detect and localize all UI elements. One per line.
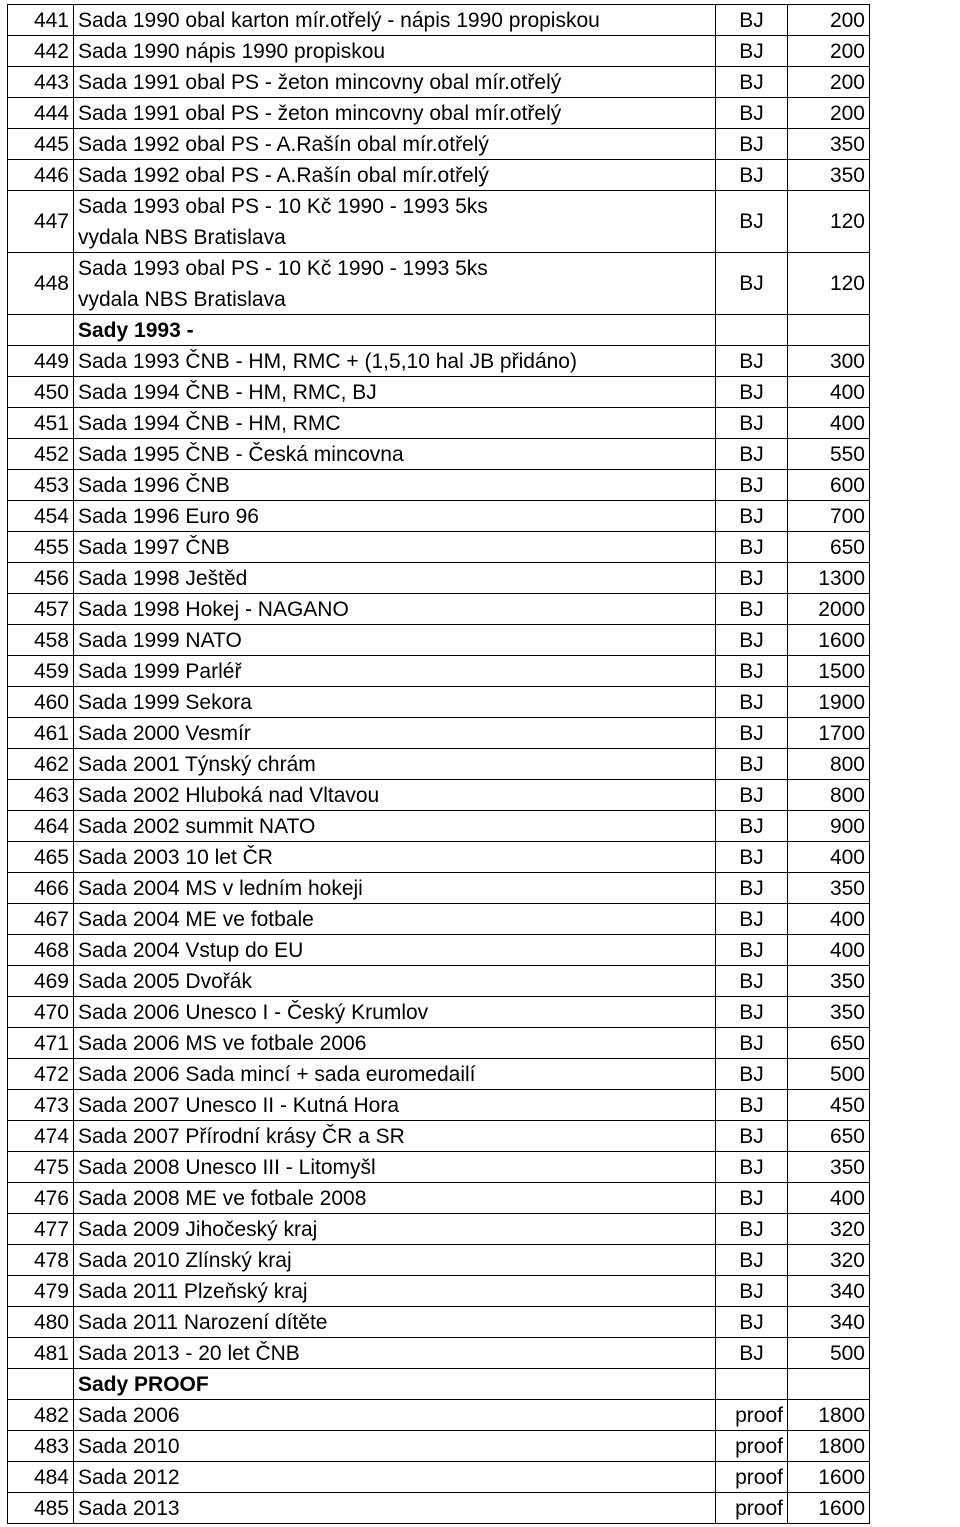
description-cell: Sada 2013: [74, 1493, 716, 1524]
description-cell: Sada 1992 obal PS - A.Rašín obal mír.otřelý: [74, 129, 716, 160]
row-number-cell: 475: [8, 1152, 74, 1183]
description-cell: Sada 1991 obal PS - žeton mincovny obal mír.otřelý: [74, 67, 716, 98]
description-cell: Sada 2008 Unesco III - Litomyšl: [74, 1152, 716, 1183]
unit-cell: BJ: [716, 191, 788, 253]
table-row: [8, 377, 870, 408]
row-number-cell: 481: [8, 1338, 74, 1369]
table-row: [8, 656, 870, 687]
price-cell: 650: [788, 1028, 870, 1059]
row-number-cell: 454: [8, 501, 74, 532]
unit-cell: BJ: [716, 563, 788, 594]
description-cell: Sada 2002 Hluboká nad Vltavou: [74, 780, 716, 811]
unit-cell: [716, 315, 788, 346]
row-number-cell: 448: [8, 253, 74, 315]
unit-cell: BJ: [716, 594, 788, 625]
price-cell: 350: [788, 966, 870, 997]
row-number-cell: 456: [8, 563, 74, 594]
table-row: [8, 718, 870, 749]
description-cell: Sada 1995 ČNB - Česká mincovna: [74, 439, 716, 470]
description-cell: Sada 1992 obal PS - A.Rašín obal mír.otřelý: [74, 160, 716, 191]
price-cell: 1800: [788, 1400, 870, 1431]
price-cell: 400: [788, 1183, 870, 1214]
table-row: [8, 1121, 870, 1152]
table-row: [8, 842, 870, 873]
row-number-cell: 467: [8, 904, 74, 935]
row-number-cell: 470: [8, 997, 74, 1028]
unit-cell: BJ: [716, 5, 788, 36]
table-row: [8, 191, 870, 253]
description-cell: Sada 2007 Unesco II - Kutná Hora: [74, 1090, 716, 1121]
unit-cell: proof: [716, 1493, 788, 1524]
unit-cell: BJ: [716, 1059, 788, 1090]
row-number-cell: 446: [8, 160, 74, 191]
row-number-cell: 480: [8, 1307, 74, 1338]
price-cell: 1600: [788, 1462, 870, 1493]
table-row: [8, 625, 870, 656]
table-row: [8, 98, 870, 129]
unit-cell: proof: [716, 1431, 788, 1462]
table-row: [8, 935, 870, 966]
unit-cell: BJ: [716, 842, 788, 873]
table-row: [8, 501, 870, 532]
table-row: [8, 904, 870, 935]
price-cell: 1600: [788, 1493, 870, 1524]
unit-cell: BJ: [716, 377, 788, 408]
table-row: [8, 5, 870, 36]
unit-cell: BJ: [716, 1307, 788, 1338]
row-number-cell: 472: [8, 1059, 74, 1090]
row-number-cell: 474: [8, 1121, 74, 1152]
row-number-cell: 471: [8, 1028, 74, 1059]
description-cell: Sada 2005 Dvořák: [74, 966, 716, 997]
description-cell: Sada 1990 nápis 1990 propiskou: [74, 36, 716, 67]
row-number-cell: 453: [8, 470, 74, 501]
price-cell: 200: [788, 5, 870, 36]
price-cell: 700: [788, 501, 870, 532]
table-row: [8, 966, 870, 997]
table-row: [8, 1338, 870, 1369]
row-number-cell: 450: [8, 377, 74, 408]
price-cell: 650: [788, 1121, 870, 1152]
description-cell: Sada 1998 Hokej - NAGANO: [74, 594, 716, 625]
table-row: [8, 1183, 870, 1214]
row-number-cell: 464: [8, 811, 74, 842]
description-cell: Sada 2003 10 let ČR: [74, 842, 716, 873]
description-cell: Sada 2013 - 20 let ČNB: [74, 1338, 716, 1369]
price-cell: 320: [788, 1214, 870, 1245]
price-cell: 500: [788, 1338, 870, 1369]
description-cell: Sada 2011 Plzeňský kraj: [74, 1276, 716, 1307]
description-cell: Sada 2006: [74, 1400, 716, 1431]
unit-cell: proof: [716, 1400, 788, 1431]
table-row: [8, 594, 870, 625]
price-cell: 450: [788, 1090, 870, 1121]
unit-cell: BJ: [716, 532, 788, 563]
table-row: [8, 1059, 870, 1090]
unit-cell: BJ: [716, 625, 788, 656]
table-row: [8, 1245, 870, 1276]
description-cell: Sada 1993 ČNB - HM, RMC + (1,5,10 hal JB přidáno): [74, 346, 716, 377]
description-cell: Sada 2009 Jihočeský kraj: [74, 1214, 716, 1245]
description-cell: Sada 2007 Přírodní krásy ČR a SR: [74, 1121, 716, 1152]
row-number-cell: 485: [8, 1493, 74, 1524]
row-number-cell: 468: [8, 935, 74, 966]
unit-cell: BJ: [716, 966, 788, 997]
table-row: [8, 1214, 870, 1245]
table-row: [8, 532, 870, 563]
row-number-cell: 442: [8, 36, 74, 67]
price-cell: 550: [788, 439, 870, 470]
unit-cell: BJ: [716, 1028, 788, 1059]
table-row: [8, 1307, 870, 1338]
price-cell: [788, 315, 870, 346]
unit-cell: BJ: [716, 997, 788, 1028]
price-cell: 320: [788, 1245, 870, 1276]
price-cell: 400: [788, 842, 870, 873]
table-row: [8, 408, 870, 439]
description-cell: Sada 1990 obal karton mír.otřelý - nápis 1990 propiskou: [74, 5, 716, 36]
row-number-cell: 476: [8, 1183, 74, 1214]
row-number-cell: 443: [8, 67, 74, 98]
row-number-cell: 462: [8, 749, 74, 780]
table-row: [8, 873, 870, 904]
description-cell: Sada 1996 Euro 96: [74, 501, 716, 532]
price-cell: 350: [788, 160, 870, 191]
description-cell: Sada 2002 summit NATO: [74, 811, 716, 842]
row-number-cell: 483: [8, 1431, 74, 1462]
section-header-row: [8, 1369, 870, 1400]
price-list-table: [7, 4, 870, 1524]
price-cell: 400: [788, 408, 870, 439]
row-number-cell: 461: [8, 718, 74, 749]
table-row: [8, 439, 870, 470]
section-header-row: [8, 315, 870, 346]
description-cell: Sada 1999 NATO: [74, 625, 716, 656]
description-cell: Sada 2010 Zlínský kraj: [74, 1245, 716, 1276]
price-cell: 650: [788, 532, 870, 563]
table-row: [8, 160, 870, 191]
unit-cell: BJ: [716, 36, 788, 67]
description-cell: Sada 1998 Ještěd: [74, 563, 716, 594]
unit-cell: BJ: [716, 1090, 788, 1121]
price-cell: 400: [788, 377, 870, 408]
row-number-cell: 477: [8, 1214, 74, 1245]
price-cell: 2000: [788, 594, 870, 625]
table-row: [8, 687, 870, 718]
table-row: [8, 997, 870, 1028]
row-number-cell: 469: [8, 966, 74, 997]
table-row: [8, 346, 870, 377]
row-number-cell: 444: [8, 98, 74, 129]
description-cell: Sada 2000 Vesmír: [74, 718, 716, 749]
row-number-cell: 478: [8, 1245, 74, 1276]
price-cell: 340: [788, 1276, 870, 1307]
row-number-cell: 482: [8, 1400, 74, 1431]
row-number-cell: 459: [8, 656, 74, 687]
description-cell: Sada 1997 ČNB: [74, 532, 716, 563]
table-row: [8, 36, 870, 67]
row-number-cell: 447: [8, 191, 74, 253]
row-number-cell: [8, 315, 74, 346]
price-cell: 1900: [788, 687, 870, 718]
description-cell: Sada 2008 ME ve fotbale 2008: [74, 1183, 716, 1214]
description-cell: Sada 1994 ČNB - HM, RMC: [74, 408, 716, 439]
price-cell: 120: [788, 191, 870, 253]
row-number-cell: 466: [8, 873, 74, 904]
price-cell: 1600: [788, 625, 870, 656]
row-number-cell: 451: [8, 408, 74, 439]
row-number-cell: 457: [8, 594, 74, 625]
description-cell: Sada 2010: [74, 1431, 716, 1462]
table-row: [8, 1276, 870, 1307]
price-cell: 1500: [788, 656, 870, 687]
unit-cell: BJ: [716, 1338, 788, 1369]
unit-cell: BJ: [716, 656, 788, 687]
unit-cell: BJ: [716, 718, 788, 749]
row-number-cell: 445: [8, 129, 74, 160]
unit-cell: BJ: [716, 904, 788, 935]
table-row: [8, 749, 870, 780]
price-cell: 900: [788, 811, 870, 842]
table-row: [8, 1493, 870, 1524]
unit-cell: BJ: [716, 935, 788, 966]
unit-cell: BJ: [716, 470, 788, 501]
table-row: [8, 563, 870, 594]
price-cell: 400: [788, 935, 870, 966]
row-number-cell: 441: [8, 5, 74, 36]
price-cell: 200: [788, 67, 870, 98]
price-cell: 800: [788, 749, 870, 780]
row-number-cell: 449: [8, 346, 74, 377]
unit-cell: BJ: [716, 501, 788, 532]
unit-cell: BJ: [716, 346, 788, 377]
description-cell: Sada 1991 obal PS - žeton mincovny obal mír.otřelý: [74, 98, 716, 129]
table-row: [8, 811, 870, 842]
unit-cell: BJ: [716, 749, 788, 780]
description-cell: Sada 2006 MS ve fotbale 2006: [74, 1028, 716, 1059]
description-cell: Sada 2004 Vstup do EU: [74, 935, 716, 966]
description-cell: [74, 191, 716, 253]
table-row: [8, 470, 870, 501]
description-cell: Sada 1999 Sekora: [74, 687, 716, 718]
row-number-cell: 473: [8, 1090, 74, 1121]
price-cell: 200: [788, 36, 870, 67]
table-row: [8, 67, 870, 98]
price-cell: 500: [788, 1059, 870, 1090]
description-cell: Sada 2012: [74, 1462, 716, 1493]
description-cell: Sada 2006 Unesco I - Český Krumlov: [74, 997, 716, 1028]
table-row: [8, 1028, 870, 1059]
section-title: Sady 1993 -: [74, 315, 716, 346]
unit-cell: BJ: [716, 873, 788, 904]
unit-cell: BJ: [716, 780, 788, 811]
price-cell: 600: [788, 470, 870, 501]
description-cell: Sada 2001 Týnský chrám: [74, 749, 716, 780]
table-row: [8, 780, 870, 811]
table-row: [8, 253, 870, 315]
price-cell: 200: [788, 98, 870, 129]
unit-cell: BJ: [716, 67, 788, 98]
table-row: [8, 1400, 870, 1431]
price-cell: 300: [788, 346, 870, 377]
unit-cell: BJ: [716, 253, 788, 315]
unit-cell: BJ: [716, 1121, 788, 1152]
table-row: [8, 1090, 870, 1121]
description-line-2: vydala NBS Bratislava: [78, 225, 286, 249]
description-cell: Sada 2004 MS v ledním hokeji: [74, 873, 716, 904]
price-cell: 1700: [788, 718, 870, 749]
price-cell: 1800: [788, 1431, 870, 1462]
row-number-cell: [8, 1369, 74, 1400]
description-cell: Sada 2004 ME ve fotbale: [74, 904, 716, 935]
unit-cell: BJ: [716, 1276, 788, 1307]
unit-cell: BJ: [716, 1245, 788, 1276]
unit-cell: BJ: [716, 160, 788, 191]
unit-cell: BJ: [716, 98, 788, 129]
description-line-1: Sada 1993 obal PS - 10 Kč 1990 - 1993 5ks: [78, 194, 488, 218]
row-number-cell: 455: [8, 532, 74, 563]
unit-cell: BJ: [716, 408, 788, 439]
row-number-cell: 484: [8, 1462, 74, 1493]
unit-cell: [716, 1369, 788, 1400]
section-title: Sady PROOF: [74, 1369, 716, 1400]
price-cell: 350: [788, 873, 870, 904]
price-cell: 120: [788, 253, 870, 315]
price-cell: 400: [788, 904, 870, 935]
description-cell: Sada 2006 Sada mincí + sada euromedailí: [74, 1059, 716, 1090]
row-number-cell: 458: [8, 625, 74, 656]
row-number-cell: 465: [8, 842, 74, 873]
description-cell: Sada 1999 Parléř: [74, 656, 716, 687]
price-cell: 350: [788, 997, 870, 1028]
description-cell: Sada 2011 Narození dítěte: [74, 1307, 716, 1338]
price-cell: 800: [788, 780, 870, 811]
row-number-cell: 463: [8, 780, 74, 811]
row-number-cell: 452: [8, 439, 74, 470]
row-number-cell: 460: [8, 687, 74, 718]
unit-cell: BJ: [716, 1183, 788, 1214]
unit-cell: BJ: [716, 439, 788, 470]
price-list-body: [8, 5, 870, 1524]
table-row: [8, 1462, 870, 1493]
unit-cell: BJ: [716, 811, 788, 842]
unit-cell: BJ: [716, 1152, 788, 1183]
price-cell: 340: [788, 1307, 870, 1338]
row-number-cell: 479: [8, 1276, 74, 1307]
unit-cell: BJ: [716, 687, 788, 718]
description-cell: Sada 1996 ČNB: [74, 470, 716, 501]
table-row: [8, 1152, 870, 1183]
unit-cell: BJ: [716, 1214, 788, 1245]
table-row: [8, 129, 870, 160]
price-cell: [788, 1369, 870, 1400]
price-cell: 350: [788, 129, 870, 160]
price-cell: 1300: [788, 563, 870, 594]
description-cell: Sada 1994 ČNB - HM, RMC, BJ: [74, 377, 716, 408]
description-line-1: Sada 1993 obal PS - 10 Kč 1990 - 1993 5ks: [78, 256, 488, 280]
price-cell: 350: [788, 1152, 870, 1183]
unit-cell: BJ: [716, 129, 788, 160]
unit-cell: proof: [716, 1462, 788, 1493]
table-row: [8, 1431, 870, 1462]
description-cell: [74, 253, 716, 315]
description-line-2: vydala NBS Bratislava: [78, 287, 286, 311]
